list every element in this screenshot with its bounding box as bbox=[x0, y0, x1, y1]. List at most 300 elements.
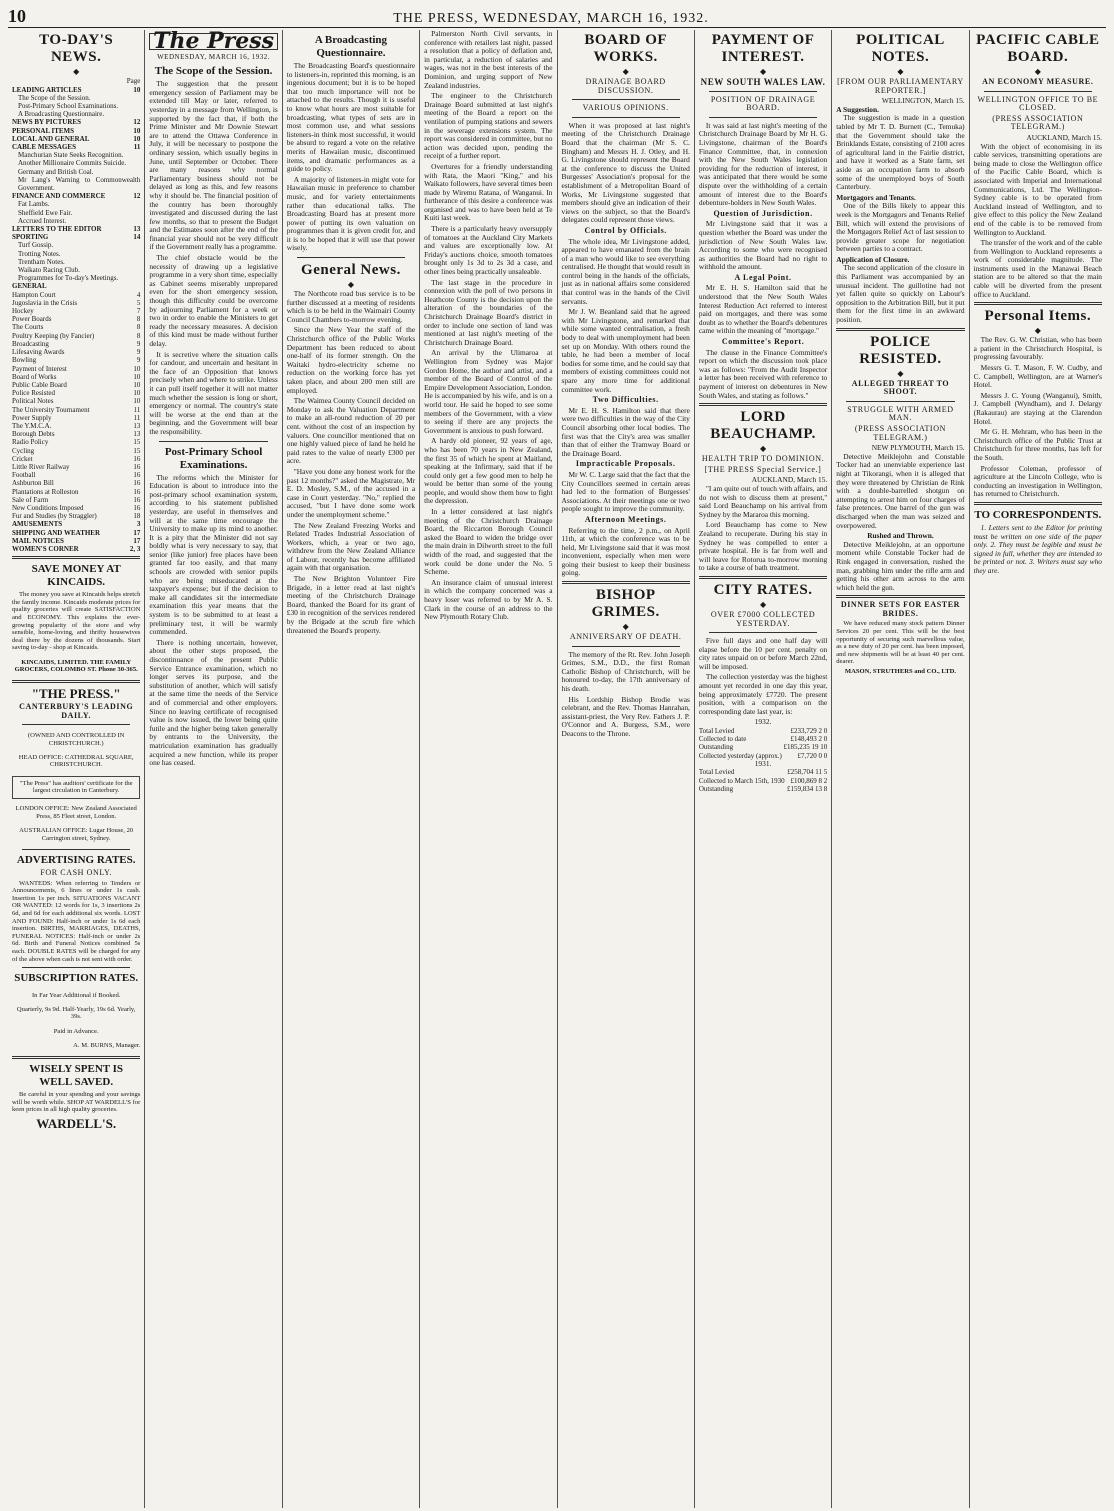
advertising-subheading: FOR CASH ONLY. bbox=[40, 867, 113, 877]
article-headline: Post-Primary School Examinations. bbox=[164, 445, 263, 471]
index-entry bbox=[12, 406, 140, 414]
advertising-body: WANTEDS: When referring to Tenders or Announcements, 6 lines or under 1s cash. Insertion 1s per inch. SITUATIONS VACANT OR WANTED: 12 words for 1s, 3 insertions 2s 6d, and 6d for each additional six words. LOST AND FOUND: Half-inch or under 1s 6d each insertion. BIRTHS, MARRIAGES, DEATHS, FUNERAL NOTICES: Half-inch or under 2s 6d. Birth and Funeral Notices combined 5s each. DOUBLE RATES will be charged for any of the above when cash is not sent with order. bbox=[12, 879, 141, 963]
divider bbox=[974, 502, 1102, 505]
index-label: Waikato Racing Club. bbox=[18, 266, 80, 275]
article-subheading: NEW SOUTH WALES LAW. bbox=[700, 77, 826, 87]
divider: ◆ bbox=[622, 622, 629, 632]
index-page: 11 bbox=[133, 405, 141, 414]
section-heading: A Suggestion. bbox=[836, 104, 879, 114]
index-page: 10 bbox=[133, 85, 141, 94]
index-entry bbox=[12, 151, 140, 159]
index-entry bbox=[12, 332, 140, 340]
divider bbox=[12, 680, 140, 683]
personal-item: Mr G. H. Mehram, who has been in the Christchurch office of the Public Trust at Christchurch for three months, has left for the South. bbox=[973, 427, 1102, 462]
news-paragraph: An arrival by the Ulimaroa at Wellington from Sydney was Major Gordon Home, the author and artist, and a member of the Board of Control of the Empire Development Association, London. He is accompanied by his wife, and is on a world tour. He said he hoped to see some members of the Government, with a view to seeing if there are any projects the Government is anxious to push forward. bbox=[424, 348, 553, 435]
index-label: LEADING ARTICLES bbox=[12, 85, 82, 94]
rates-row bbox=[699, 743, 827, 751]
index-label: Hampton Court bbox=[12, 290, 56, 299]
wardells-footer: WARDELL'S. bbox=[36, 1115, 117, 1131]
page-number: 10 bbox=[8, 6, 26, 26]
article-subheading: ANNIVERSARY OF DEATH. bbox=[569, 632, 682, 642]
index-entry bbox=[12, 545, 140, 553]
index-entry bbox=[12, 241, 140, 249]
press-subheading: CANTERBURY'S LEADING DAILY. bbox=[19, 702, 134, 720]
index-page: 11 bbox=[133, 143, 141, 152]
press-certificate-box: "The Press" has auditors' certificate for the largest circulation in Canterbury. bbox=[12, 776, 140, 799]
divider: ◆ bbox=[347, 280, 355, 290]
divider bbox=[22, 849, 130, 850]
index-page: 14 bbox=[133, 233, 141, 242]
index-label: LOCAL AND GENERAL bbox=[12, 134, 90, 143]
divider bbox=[562, 581, 690, 584]
rates-value: £233,729 2 0 bbox=[790, 727, 828, 736]
index-label: Accrued Interest. bbox=[18, 216, 67, 225]
index-label: The Scope of the Session. bbox=[18, 93, 91, 102]
news-paragraph: The Waimea County Council decided on Monday to ask the Valuation Department to make an all-round reduction of 20 per cent. without the cost of an inspection by valuers. One councillor mentioned that on one highly valued piece of land he held he paid rates to the value of nearly £300 per acre. bbox=[286, 396, 416, 466]
kincaids-heading: SAVE MONEY AT KINCAIDS. bbox=[31, 563, 121, 589]
index-label: Trotting Notes. bbox=[18, 249, 61, 258]
press-logo: The Press bbox=[149, 33, 277, 50]
index-entry bbox=[12, 299, 140, 307]
index-entry bbox=[12, 258, 140, 266]
divider bbox=[699, 576, 827, 579]
index-page: 4 bbox=[136, 290, 141, 299]
divider bbox=[22, 967, 130, 968]
section-heading: Control by Officials. bbox=[584, 225, 667, 235]
page-column-label: Page bbox=[126, 77, 141, 85]
pacific-cable-heading: PACIFIC CABLE BOARD. bbox=[976, 32, 1100, 65]
index-label: Manchurian State Seeks Recognition. bbox=[18, 151, 124, 160]
article-paragraph: With the object of economising in its cable services, transmitting operations are being made to close the Wellington office of the Pacific Cable Board, which is associated with Imperial and International Communications, Ltd. The Wellington-Sydney cable is to be operated from Auckland instead of Wellington, and to give effect to this policy the New Zealand end of the cable is to be removed from Wellington to Auckland. bbox=[973, 141, 1102, 237]
index-label: WOMEN'S CORNER bbox=[12, 544, 79, 553]
index-label: Bowling bbox=[12, 356, 37, 365]
index-entry bbox=[12, 250, 140, 258]
personal-item: Professor Coleman, professor of agriculture at the Lincoln College, who is conducting an investigation in Wellington, has returned to Christchurch. bbox=[973, 463, 1102, 499]
section-heading: Application of Closure. bbox=[836, 254, 910, 264]
column-3 bbox=[283, 30, 420, 1508]
article-paragraph: The memory of the Rt. Rev. John Joseph Grimes, S.M., D.D., the first Roman Catholic Bishop of Christchurch, will be honoured to-day, the 17th anniversary of his death. bbox=[561, 649, 690, 694]
masthead-title: THE PRESS, WEDNESDAY, MARCH 16, 1932. bbox=[393, 11, 709, 26]
column-7 bbox=[832, 30, 969, 1508]
index-page: 17 bbox=[133, 528, 141, 537]
article-subheading: POSITION OF DRAINAGE BOARD. bbox=[710, 94, 816, 113]
section-heading: Two Difficulties. bbox=[592, 395, 659, 405]
rates-label: Collected yesterday (approx.) bbox=[698, 751, 782, 760]
article-paragraph: Five full days and one half day will elapse before the 10 per cent. penalty on city rates unpaid on or before March 22nd, will be imposed. bbox=[698, 636, 828, 671]
rates-label: Collected to date bbox=[698, 735, 747, 744]
press-owned: (OWNED AND CONTROLLED IN CHRISTCHURCH.) bbox=[27, 732, 125, 747]
dateline: AUCKLAND, March 15. bbox=[751, 475, 828, 485]
subscription-note: In Far Year Additional if Booked. bbox=[31, 991, 121, 999]
index-page: 16 bbox=[133, 471, 141, 480]
index-entry bbox=[12, 200, 140, 208]
index-page: 2, 3 bbox=[129, 544, 141, 553]
index-entry bbox=[12, 274, 140, 282]
index-entry bbox=[12, 110, 140, 118]
index-page: 16 bbox=[133, 495, 141, 504]
index-label: LETTERS TO THE EDITOR bbox=[12, 225, 102, 234]
divider: ◆ bbox=[897, 368, 904, 378]
index-entry bbox=[12, 348, 140, 356]
index-entry bbox=[12, 135, 140, 143]
article-paragraph: His Lordship Bishop Brodie was celebrant, and the Rev. Thomas Hanrahan, assistant-priest, the Very Rev. Fathers J. P. O'Connor and A. Burgess, S.M., were Deacons to the Throne. bbox=[561, 694, 690, 738]
index-entry bbox=[12, 373, 140, 381]
article-paragraph: The transfer of the work and of the cable from Wellington to Auckland represents a work of considerable magnitude. The instruments used in the Manawai Beach station are to be altered so that the main cable will be diverted from the present office to Auckland. bbox=[973, 238, 1102, 299]
index-page: 10 bbox=[133, 372, 141, 381]
index-entry bbox=[12, 118, 140, 126]
index-entry bbox=[12, 365, 140, 373]
article-paragraph: The reforms which the Minister for Education is about to introduce into the post-primary school examination system, according to his statement published yesterday, are useful in themselves and will at the same time encourage the University to make up its mind to another. It is a pity that the Minister did not say boldly what is very necessary to say, that senior (like junior) free places have been granted far too easily, and that many schools are crowded with senior pupils who are being miseducated at the taxpayer's expense; but if the decision to make all candidates sit the intermediate examination this year means that the system is to be submitted to at least a preliminary test, it will be warmly commended. bbox=[149, 472, 278, 637]
index-page: 16 bbox=[133, 462, 141, 471]
press-office: HEAD OFFICE: CATHEDRAL SQUARE, CHRISTCHURCH. bbox=[18, 753, 134, 769]
article-paragraph: "I am quite out of touch with affairs, and do not wish to discuss them at present," said Lord Beauchamp on his arrival from Sydney by the Mararoa this morning. bbox=[698, 483, 828, 519]
section-heading: Committee's Report. bbox=[721, 337, 805, 347]
article-tag: (PRESS ASSOCIATION TELEGRAM.) bbox=[992, 113, 1084, 132]
index-label: Football bbox=[12, 471, 36, 480]
index-page: 16 bbox=[133, 454, 141, 463]
index-entry bbox=[12, 282, 140, 290]
index-label: Sale of Farm bbox=[12, 495, 49, 504]
index-label: Cycling bbox=[12, 446, 35, 455]
advert-heading: DINNER SETS FOR EASTER BRIDES. bbox=[840, 600, 961, 618]
article-paragraph: There is nothing uncertain, however, about the other steps proposed, the discontinuance of the present Public Service Entrance examination, which no longer serves its purpose, and the substitution of another, which will satisfy at the same time the needs of the Service and of commercial and other employers. Since no leaving certificate of recognised value is now issued, the lower being quite futile and the higher being taken generally by entrants to the University, the matriculation examination has gradually acquired a new function, while its proper one has ceased. bbox=[149, 637, 278, 768]
wisely-body: Be careful in your spending and your savings will be worth while. SHOP AT WARDELL'S for keen prices in all high quality groceries. bbox=[12, 1091, 141, 1114]
index-page: 16 bbox=[133, 479, 141, 488]
rates-row bbox=[699, 777, 827, 785]
index-page: 11 bbox=[133, 413, 141, 422]
advert-signature: MASON, STRUTHERS and CO., LTD. bbox=[844, 668, 957, 676]
subscription-heading: SUBSCRIPTION RATES. bbox=[14, 972, 139, 985]
index-label: Turf Gossip. bbox=[18, 241, 54, 250]
article-subheading: WELLINGTON OFFICE TO BE CLOSED. bbox=[977, 94, 1099, 113]
index-entry bbox=[12, 127, 140, 135]
index-entry bbox=[12, 143, 140, 151]
index-entry bbox=[12, 438, 140, 446]
index-page: 13 bbox=[133, 430, 141, 439]
article-paragraph: The suggestion is made in a question tabled by Mr T. D. Burnett (C., Temuka) that the Government should take the Brinklands Estate, consisting of 2100 acres of agricultural land in the Fairlie district, and have it worked as a State farm, set aside as an occupation farm to absorb some of the unemployed boys of South Canterbury. bbox=[836, 113, 965, 192]
article-paragraph: The chief obstacle would be the necessity of drawing up a legislative programme in a very short time, especially as Cabinet seems miserably unprepared even for the short emergency session, though this difficulty could be overcome by adjourning Parliament for a week or two in order to enable the Ministers to get ready the necessary measures. A decision of this kind must be made without further delay. bbox=[149, 253, 278, 348]
rates-label: Total Levied bbox=[698, 727, 735, 736]
column-6 bbox=[695, 30, 832, 1508]
index-label: Mr Lang's Warning to Commonwealth Government. bbox=[18, 175, 141, 193]
index-label: Programmes for To-day's Meetings. bbox=[18, 274, 119, 283]
index-entry bbox=[12, 217, 140, 225]
index-label: New Conditions Imposed bbox=[12, 503, 84, 512]
wisely-heading: WISELY SPENT IS WELL SAVED. bbox=[29, 1063, 124, 1089]
australian-office: AUSTRALIAN OFFICE: Lugar House, 20 Carrington street, Sydney. bbox=[19, 827, 134, 842]
rates-year-1932: 1932. bbox=[754, 717, 772, 727]
article-paragraph: The clause in the Finance Committee's report on which the discussion took place was as follows: "From the Audit Inspector a letter has been received with reference to payment of interest on debentures in New South Wales, and stating as follows." bbox=[698, 347, 828, 400]
divider: ◆ bbox=[759, 67, 767, 76]
news-paragraph: An insurance claim of unusual interest in which the company concerned was a heavy loser was referred to by Mr A. S. Clark in the course of an address to the New Plymouth Rotary Club. bbox=[424, 577, 553, 622]
rates-label: Total Levied bbox=[698, 768, 735, 777]
divider bbox=[846, 401, 954, 402]
personal-items-heading: Personal Items. bbox=[984, 308, 1092, 325]
index-label: Fur and Studies (by Straggler) bbox=[12, 512, 97, 521]
index-page: 10 bbox=[133, 364, 141, 373]
divider bbox=[974, 302, 1102, 305]
news-paragraph: The engineer to the Christchurch Drainage Board submitted at last night's meeting of the Board a report on the ventilation of pumping stations and sewers in the sewerage extensions system. The report was considered in committee, but no action was decided upon, pending the receipt of a further report. bbox=[424, 91, 553, 161]
divider: ◆ bbox=[759, 599, 767, 609]
rates-label: Collected to March 15th, 1930 bbox=[698, 776, 785, 785]
index-page: 9 bbox=[136, 339, 141, 348]
section-heading: Question of Jurisdiction. bbox=[713, 208, 813, 218]
column-8 bbox=[970, 30, 1106, 1508]
index-label: Post-Primary School Examinations. bbox=[18, 102, 119, 110]
index-entry bbox=[12, 381, 140, 389]
divider bbox=[159, 441, 267, 442]
divider bbox=[22, 724, 130, 725]
index-entry bbox=[12, 430, 140, 438]
index-label: Radio Policy bbox=[12, 438, 49, 447]
divider bbox=[709, 91, 817, 92]
index-entry bbox=[12, 488, 140, 496]
article-paragraph: The suggestion that the present emergency session of Parliament may be extended till May or later, referred to yesterday in a message from Wellington, is supported by the fact that, if both the Prime Minister and Mr Downie Stewart are to attend the Ottawa Conference in July, it will be necessary to postpone the ordinary session, which usually begins in June, until September or October. There are many reasons why normal Parliamentary business should not be delayed as long as this, and few reasons why it should be. The financial position of the country has been thoroughly investigated and discussed during the last few months, so that to present the Budget and the Estimates soon after the end of the financial year should not be very difficult if the Government really has a programme. bbox=[149, 79, 278, 252]
index-page: 12 bbox=[133, 118, 141, 127]
divider: ◆ bbox=[1034, 326, 1041, 336]
index-page: 3 bbox=[136, 520, 141, 529]
article-subheading: OVER £7000 COLLECTED YESTERDAY. bbox=[710, 609, 816, 628]
index-label: Public Cable Board bbox=[12, 380, 67, 389]
index-page: 10 bbox=[133, 380, 141, 389]
rates-value: £148,493 2 0 bbox=[790, 735, 828, 744]
index-entry bbox=[12, 266, 140, 274]
article-subheading: VARIOUS OPINIONS. bbox=[582, 103, 669, 113]
article-paragraph: Mr Livingstone said that it was a question whether the Board was under the jurisdiction of New South Wales law. According to some who were recognised as authorities the Board had no right to withhold the amount. bbox=[698, 219, 828, 272]
article-headline: A Broadcasting Questionnaire. bbox=[314, 34, 388, 59]
index-entry bbox=[12, 209, 140, 217]
article-paragraph: Detective Meiklejohn, at an opportune moment while Constable Tocker had de Rink engaged in conversation, rushed the man, grabbing him under the rifle arm and getting his other arm across to the arm which held the gun. bbox=[836, 539, 965, 592]
index-page: 15 bbox=[133, 438, 141, 447]
index-page: 17 bbox=[133, 536, 141, 545]
index-label: SHIPPING AND WEATHER bbox=[12, 528, 101, 537]
index-entry bbox=[12, 422, 140, 430]
index-label: Payment of Interest bbox=[12, 364, 67, 373]
index-label: FINANCE AND COMMERCE bbox=[12, 192, 106, 201]
index-label: Lifesaving Awards bbox=[12, 348, 65, 357]
personal-item: Messrs J. C. Young (Wanganui), Smith, J. Campbell (Wyndham), and J. Delargy (Rakaurau) are staying at the Clarendon Hotel. bbox=[973, 390, 1102, 426]
index-label: Plantations at Rolleston bbox=[12, 487, 79, 496]
rates-value: £185,235 19 10 bbox=[783, 743, 828, 752]
section-heading: Mortgagors and Tenants. bbox=[836, 192, 916, 202]
edition-date: WEDNESDAY, MARCH 16, 1932. bbox=[157, 52, 271, 61]
index-entry bbox=[12, 176, 140, 192]
article-subheading: ALLEGED THREAT TO SHOOT. bbox=[851, 378, 950, 397]
index-label: Sheffield Ewe Fair. bbox=[18, 208, 73, 217]
index-label: Ashburton Bill bbox=[12, 479, 54, 488]
index-label: GENERAL bbox=[12, 282, 47, 291]
article-tag: [FROM OUR PARLIAMENTARY REPORTER.] bbox=[837, 77, 964, 95]
index-page: 12 bbox=[133, 192, 141, 201]
rates-row bbox=[699, 768, 827, 776]
article-paragraph: Mr E. H. S. Hamilton said that he understood that the New South Wales Interest Reduction Act referred to interest paid on mortgages, and there was some doubt as to whether the Board's debentures came within the meaning of "mortgage." bbox=[698, 283, 828, 336]
article-tag: [THE PRESS Special Service.] bbox=[704, 464, 822, 474]
city-rates-heading: CITY RATES. bbox=[713, 581, 813, 598]
index-entry bbox=[12, 192, 140, 200]
personal-item: Messrs G. T. Mason, F. W. Cudby, and C. Campbell, Wellington, are at Warner's Hotel. bbox=[973, 363, 1102, 390]
rates-row bbox=[699, 735, 827, 743]
police-resisted-heading: POLICE RESISTED. bbox=[859, 333, 942, 367]
index-page: 13 bbox=[133, 225, 141, 234]
general-news-heading: General News. bbox=[301, 262, 401, 279]
section-heading: Impracticable Proposals. bbox=[575, 459, 676, 469]
bishop-grimes-heading: BISHOP GRIMES. bbox=[591, 587, 660, 621]
index-entry bbox=[12, 356, 140, 364]
news-paragraph: Since the New Year the staff of the Christchurch office of the Public Works Department has been reduced to about one-half of its former strength. On the Waitaki hydro-electricity scheme no reduction on the working force has yet taken place, and about 200 men still are employed. bbox=[286, 325, 416, 395]
article-paragraph: When it was proposed at last night's meeting of the Christchurch Drainage Board that the chairman (Mr S. C. Bingham) and Messrs H. J. Otley, and H. G. Livingstone should represent the Board at the conference to discuss the United Burgesses' Association's proposal for the establishment of a Metropolitan Board of Works, Mr Livingstone suggested that members should give an indication of their views on the subject, so that the Board's delegates could represent those views. bbox=[561, 120, 690, 225]
index-page: 5 bbox=[136, 298, 141, 307]
advert-body: We have reduced many stock pattern Dinner Services 20 per cent. This will be the best opportunity of securing such marvellous value, as a new duty of 20 per cent. has been imposed, and new shipments will be at least 40 per cent. dearer. bbox=[836, 620, 965, 666]
article-paragraph: Referring to the time, 2 p.m., on April 11th, at which the conference was to be held, Mr Livingstone said that it was most inconvenient, especially when men were going their busiest to keep their business going. bbox=[561, 525, 690, 578]
article-paragraph: Lord Beauchamp has come to New Zealand to recuperate. During his stay in Sydney he was compelled to enter a private hospital. He is far from well and will leave for Rotorua to-morrow morning to take a course of bath treatment. bbox=[698, 520, 828, 573]
index-label: Germany and British Coal. bbox=[18, 167, 94, 176]
index-label: Police Resisted bbox=[12, 389, 55, 398]
index-entry bbox=[12, 520, 140, 528]
index-entry bbox=[12, 471, 140, 479]
news-paragraph: A hardy old pioneer, 92 years of age, who has been 70 years in New Zealand, the first 35 of which he spent at Maitland, speaking at the Infirmary, said that if he could only get a few good men to help he would be better than some of the young people, and would show them how to fight the depression. bbox=[424, 436, 553, 506]
payment-of-interest-heading: PAYMENT OF INTEREST. bbox=[711, 32, 815, 65]
index-label: Fat Lambs. bbox=[18, 200, 50, 209]
index-entry bbox=[12, 463, 140, 471]
divider bbox=[699, 403, 827, 406]
index-label: Poultry Keeping (by Fancier) bbox=[12, 331, 95, 340]
rates-row bbox=[699, 727, 827, 735]
press-heading: "THE PRESS." bbox=[31, 686, 121, 702]
article-paragraph: The second application of the closure in this Parliament was accompanied by an unusual incident. The guillotine had not yet fallen quite so quickly on Labour's opposition to the Arbitration Bill, but it put them for the first time in an awkward position. bbox=[836, 263, 965, 325]
news-paragraph: The New Brighton Volunteer Fire Brigade, in a letter read at last night's meeting of the Christchurch Drainage Board, thanked the Board for its grant of £30 in recognition of the services rendered by the Brigade at the scrub fire which threatened the Board's property. bbox=[286, 574, 416, 635]
index-entry bbox=[12, 94, 140, 102]
index-label: AMUSEMENTS bbox=[12, 520, 63, 529]
index-entry bbox=[12, 496, 140, 504]
todays-news-heading: TO-DAY'S NEWS. bbox=[39, 32, 114, 65]
index-entry bbox=[12, 397, 140, 405]
index-label: Another Millionaire Commits Suicide. bbox=[18, 159, 127, 168]
correspondents-heading: TO CORRESPONDENTS. bbox=[974, 508, 1102, 521]
index-page: 10 bbox=[133, 134, 141, 143]
dateline: AUCKLAND, March 15. bbox=[1026, 132, 1102, 142]
section-heading: A Legal Point. bbox=[734, 272, 792, 282]
rates-table-1931 bbox=[699, 768, 827, 793]
article-paragraph: Detective Meiklejohn and Constable Tocker had an unenviable experience last night at Tikorangi, when it is alleged that they were threatened by Christian de Rink with a double-barrelled shotgun on attempting to arrest him on four charges of false pretences. One barrel of the gun was discharged when the man was seized and overpowered. bbox=[836, 451, 965, 530]
index-label: Trentham Notes. bbox=[18, 257, 65, 266]
contents-index bbox=[12, 86, 140, 554]
article-paragraph: Mr E. H. S. Hamilton said that there were two difficulties in the way of the City Council absorbing other local bodies. The first was that the City's area was smaller than that of either the Tramway Board or the Drainage Board. bbox=[561, 405, 690, 458]
index-entry bbox=[12, 537, 140, 545]
index-entry bbox=[12, 447, 140, 455]
article-paragraph: One of the Bills likely to appear this week is the Mortgagors and Tenants Relief Bill, which will extend the provisions of the Mortgagors Relief Act of last session to provide greater scope for negotiation between parties to a contract. bbox=[836, 201, 965, 254]
rates-value: £258,704 11 5 bbox=[787, 768, 828, 777]
index-page: 18 bbox=[133, 512, 141, 521]
article-tag: (PRESS ASSOCIATION TELEGRAM.) bbox=[854, 424, 946, 442]
masthead bbox=[8, 6, 1106, 28]
article-paragraph: The Broadcasting Board's questionnaire to listeners-in, reprinted this morning, is an ingenious document; but it is to be hoped that too much importance will not be attached to the results. Though it is useful to know what hours are most suitable for broadcasting, what types of sets are in most common use, and what sessions listeners-in think most successful, it would be absurd to regard a vote on the relative merits of Hawaiian music, discontinued items, and dramatic performances as a guide to policy. bbox=[286, 61, 416, 174]
index-label: CABLE MESSAGES bbox=[12, 143, 76, 152]
index-entry bbox=[12, 102, 140, 110]
article-subheading: AN ECONOMY MEASURE. bbox=[982, 77, 1094, 86]
index-entry bbox=[12, 291, 140, 299]
article-paragraph: It was said at last night's meeting of the Christchurch Drainage Board by Mr H. G. Livingstone, chairman of the Board's Finance Committee, that, in connexion with the New South Wales legislation providing for the reduction of interest, it was anticipated that there would be some dispute over the withholding of a certain amount of interest due to the Board's debenture-holders in New South Wales. bbox=[698, 120, 828, 208]
index-label: Hockey bbox=[12, 307, 34, 316]
index-entry bbox=[12, 233, 140, 241]
advertising-heading: ADVERTISING RATES. bbox=[16, 853, 136, 866]
index-entry bbox=[12, 479, 140, 487]
index-entry bbox=[12, 225, 140, 233]
index-page: 7 bbox=[136, 307, 141, 316]
rates-year-1931: 1931. bbox=[754, 758, 772, 768]
index-label: Power Boards bbox=[12, 315, 52, 324]
index-entry bbox=[12, 504, 140, 512]
index-entry bbox=[12, 455, 140, 463]
index-entry bbox=[12, 529, 140, 537]
divider: ◆ bbox=[622, 67, 629, 76]
column-4 bbox=[420, 30, 557, 1508]
kincaids-footer: KINCAIDS, LIMITED. THE FAMILY GROCERS, COLOMBO ST. Phone 30-365. bbox=[14, 658, 138, 674]
news-paragraph: "Have you done any honest work for the past 12 months?" asked the Magistrate, Mr E. D. Mosley, S.M., of the accused in a case in Court yesterday. "No," replied the accused, "but I have done some work under the unemployment scheme." bbox=[286, 466, 416, 519]
index-page: 13 bbox=[133, 421, 141, 430]
article-paragraph: The whole idea, Mr Livingstone added, appeared to have emanated from the brain of a man who would like to see everything centralised. He thought that would result in control being in the hands of the officials, just as in national affairs some considered that control was in the hands of the Civil servants. bbox=[561, 236, 690, 306]
index-page: 8 bbox=[136, 323, 141, 332]
article-subheading: HEALTH TRIP TO DOMINION. bbox=[701, 454, 825, 464]
index-label: The Courts bbox=[12, 323, 44, 332]
index-page: 10 bbox=[133, 397, 141, 406]
news-paragraph: Palmerston North Civil servants, in conference with retailers last night, passed a resolution that a policy of deflation and, in particular, a reduction of salaries and wages, was not in the best interests of the Dominion, and urging support of New Zealand industries. bbox=[424, 30, 553, 90]
index-entry bbox=[12, 86, 140, 94]
index-label: Board of Works bbox=[12, 372, 57, 381]
index-label: A Broadcasting Questionnaire. bbox=[18, 110, 105, 119]
rates-value: £7,720 0 0 bbox=[797, 751, 828, 760]
article-paragraph: A majority of listeners-in might vote for Hawaiian music in preference to chamber music, and for variety entertainments rather than educational talks. The Broadcasting Board has at present more power of putting its own valuation on programmes than it is given credit for, and it is to be hoped that it will use that power wisely. bbox=[286, 174, 416, 253]
news-paragraph: The last stage in the procedure in connexion with the poll of two persons in Heathcote County is the decision upon the alteration of the boundaries of the Christchurch Drainage Board's district in order to include one section of land was mentioned at last night's meeting of the Christchurch Drainage Board. bbox=[424, 277, 553, 347]
divider bbox=[12, 1056, 140, 1059]
divider bbox=[572, 646, 680, 647]
london-office: LONDON OFFICE: New Zealand Associated Press, 85 Fleet street, London. bbox=[15, 805, 137, 821]
index-page: 8 bbox=[136, 315, 141, 324]
index-entry bbox=[12, 168, 140, 176]
section-heading: Afternoon Meetings. bbox=[584, 514, 667, 524]
kincaids-body: The money you save at Kincaids helps stretch the family income. Kincaids moderate prices for quality groceries will create SATISFACTION and ECONOMY. This explains the ever-growing popularity of the store and why sensible, home-loving, and thrifty housewives deal there by the dozens of thousands. Start saving to-day - shop at Kincaids. bbox=[12, 591, 141, 652]
index-label: MAIL NOTICES bbox=[12, 536, 64, 545]
index-entry bbox=[12, 307, 140, 315]
divider: ◆ bbox=[897, 67, 904, 76]
personal-item: The Rev. G. W. Christian, who has been a patient in the Christchurch Hospital, is progressing favourably. bbox=[973, 335, 1102, 362]
column-2 bbox=[145, 30, 282, 1508]
divider bbox=[984, 91, 1092, 92]
index-entry bbox=[12, 512, 140, 520]
index-entry bbox=[12, 159, 140, 167]
divider bbox=[572, 99, 680, 100]
index-page: 9 bbox=[136, 356, 141, 365]
rates-label: Outstanding bbox=[698, 743, 734, 752]
divider: ◆ bbox=[759, 444, 767, 454]
article-paragraph: Mr W. C. Large said that the fact that the City Councillors seemed in certain areas had led to the formation of Burgesses' Associations. At their meetings one or two people sought to improve the community. bbox=[561, 469, 690, 514]
index-label: PERSONAL ITEMS bbox=[12, 126, 75, 135]
article-paragraph: Mr J. W. Beanland said that he agreed with Mr Livingstone, and remarked that while some wanted centralisation, a fresh body to deal with unemployment had been set up on Monday. With others round the table, he had been a member of local bodies for some time, and he could say that members of existing committees could not spare any more time for additional committee work. bbox=[561, 307, 690, 394]
index-label: Cricket bbox=[12, 454, 33, 463]
news-paragraph: The New Zealand Freezing Works and Related Trades Industrial Association of Workers, which, a year or two ago, withdrew from the New Zealand Alliance of Labour, recently has become affiliated again with that organisation. bbox=[286, 520, 416, 573]
rates-table-1932 bbox=[699, 727, 827, 760]
index-entry bbox=[12, 340, 140, 348]
index-page: 10 bbox=[133, 126, 141, 135]
index-label: The Y.M.C.A. bbox=[12, 421, 52, 430]
dateline: NEW PLYMOUTH, March 15. bbox=[871, 443, 965, 453]
index-label: Broadcasting bbox=[12, 339, 49, 348]
index-page: 8 bbox=[136, 331, 141, 340]
rates-value: £159,834 13 8 bbox=[787, 784, 828, 793]
divider bbox=[836, 328, 964, 331]
index-label: SPORTING bbox=[12, 233, 49, 242]
dateline: WELLINGTON, March 15. bbox=[881, 96, 965, 106]
divider bbox=[572, 117, 680, 118]
